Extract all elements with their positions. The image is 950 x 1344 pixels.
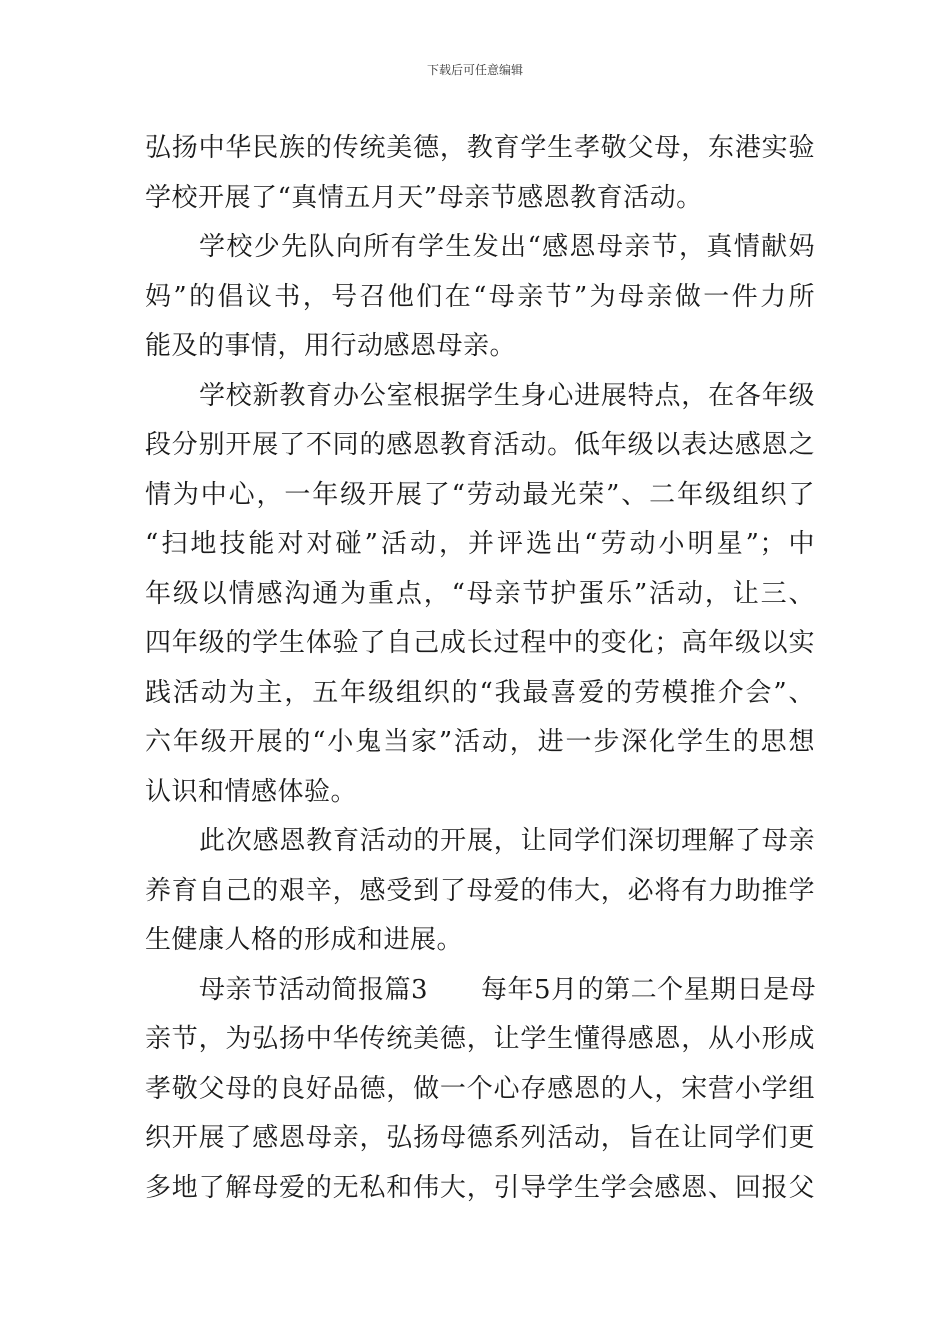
text-line: 母亲节活动简报篇3 每年5月的第二个星期日是母 (199, 974, 817, 1005)
paragraph (145, 817, 815, 966)
text-line: 情为中心，一年级开展了“劳动最光荣”、二年级组织了 (145, 479, 815, 510)
text-line: 四年级的学生体验了自己成长过程中的变化；高年级以实 (145, 628, 815, 658)
text-line: 多地了解母爱的无私和伟大，引导学生学会感恩、回报父 (145, 1172, 815, 1203)
page-header-note: 下载后可任意编辑 (426, 63, 523, 77)
paragraph (145, 966, 815, 1214)
text-line: 认识和情感体验。 (145, 776, 358, 807)
text-line: 能及的事情，用行动感恩母亲。 (145, 331, 517, 361)
text-line: 学校开展了“真情五月天”母亲节感恩教育活动。 (145, 182, 703, 213)
text-line: “扫地技能对对碰”活动，并评选出“劳动小明星”；中 (145, 529, 815, 559)
text-line: 六年级开展的“小鬼当家”活动，进一步深化学生的思想 (145, 727, 815, 757)
text-line: 孝敬父母的良好品德，做一个心存感恩的人，宋营小学组 (145, 1073, 815, 1104)
text-line: 学校少先队向所有学生发出“感恩母亲节，真情献妈 (199, 232, 815, 262)
text-line: 织开展了感恩母亲，弘扬母德系列活动，旨在让同学们更 (145, 1123, 815, 1153)
text-line: 此次感恩教育活动的开展，让同学们深切理解了母亲 (199, 826, 815, 856)
document-body (145, 124, 815, 1213)
text-line: 弘扬中华民族的传统美德，教育学生孝敬父母，东港实验 (145, 133, 815, 163)
text-line: 践活动为主，五年级组织的“我最喜爱的劳模推介会”、 (145, 677, 815, 708)
paragraph (145, 124, 815, 223)
text-line: 年级以情感沟通为重点，“母亲节护蛋乐”活动，让三、 (145, 578, 815, 609)
text-line: 妈”的倡议书，号召他们在“母亲节”为母亲做一件力所 (145, 281, 815, 312)
paragraph (145, 372, 815, 818)
paragraph (145, 223, 815, 372)
text-line: 学校新教育办公室根据学生身心进展特点，在各年级 (199, 380, 815, 411)
text-line: 亲节，为弘扬中华传统美德，让学生懂得感恩，从小形成 (145, 1024, 815, 1054)
text-line: 段分别开展了不同的感恩教育活动。低年级以表达感恩之 (145, 430, 815, 460)
text-line: 养育自己的艰辛，感受到了母爱的伟大，必将有力助推学 (145, 875, 815, 906)
text-line: 生健康人格的形成和进展。 (145, 925, 464, 955)
